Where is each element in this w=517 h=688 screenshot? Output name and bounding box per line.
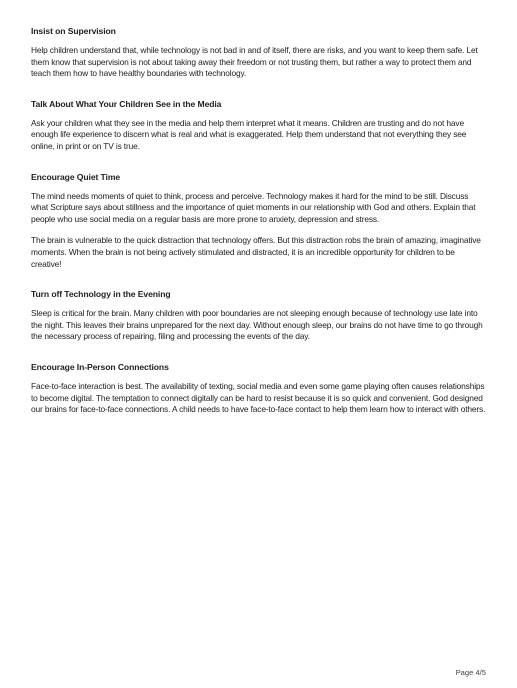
section-paragraph: The brain is vulnerable to the quick distraction that technology offers. But this distraction robs the brain of amazing, imaginative moments. When the brain is not being actively stimulated and distracted, it is an incredible opportunity for children to be creative! xyxy=(31,235,481,269)
section-heading: Talk About What Your Children See in the Media xyxy=(31,98,222,109)
section-insist-on-supervision xyxy=(31,26,487,80)
section-paragraph: Sleep is critical for the brain. Many children with poor boundaries are not sleeping enough because of technology use late into the night. This leaves their brains unprepared for the next day. Without enough sleep, our brains do not have time to go through the necessary process of repairing, filing and processing the events of the day. xyxy=(31,308,483,342)
section-heading: Encourage In-Person Connections xyxy=(31,361,169,372)
section-paragraph: The mind needs moments of quiet to think, process and perceive. Technology makes it hard for the mind to be still. Discuss what Scripture says about stillness and the importance of quiet moments in our relationship with God and others. Explain that people who use social media on a regular basis are more prone to anxiety, depression and stress. xyxy=(31,190,476,224)
section-paragraph: Ask your children what they see in the media and help them interpret what it means. Children are trusting and do not have enough life experience to discern what is real and what is exaggerated. Help them understand that not everything they see online, in print or on TV is true. xyxy=(31,117,467,151)
page-number: Page 4/5 xyxy=(455,668,486,677)
section-heading: Turn off Technology in the Evening xyxy=(31,289,171,300)
section-encourage-quiet-time xyxy=(31,172,487,271)
section-paragraph: Help children understand that, while technology is not bad in and of itself, there are risks, and you want to keep them safe. Let them know that supervision is not about taking away their freedom or not trusting them, but rather a way to protect them and teach them how to have healthy boundaries with technology. xyxy=(31,45,478,79)
section-turn-off-technology xyxy=(31,289,487,343)
section-heading: Encourage Quiet Time xyxy=(31,171,121,182)
section-talk-about-media xyxy=(31,99,487,153)
section-paragraph: Face-to-face interaction is best. The availability of texting, social media and even some game playing often causes relationships to become digital. The temptation to connect digitally can be hard to resist because it is so quick and convenient. God designed our brains for face-to-face connections. A child needs to have face-to-face contact to help them learn how to interact with others. xyxy=(31,380,486,415)
section-in-person-connections xyxy=(31,362,487,416)
section-heading: Insist on Supervision xyxy=(31,26,116,36)
